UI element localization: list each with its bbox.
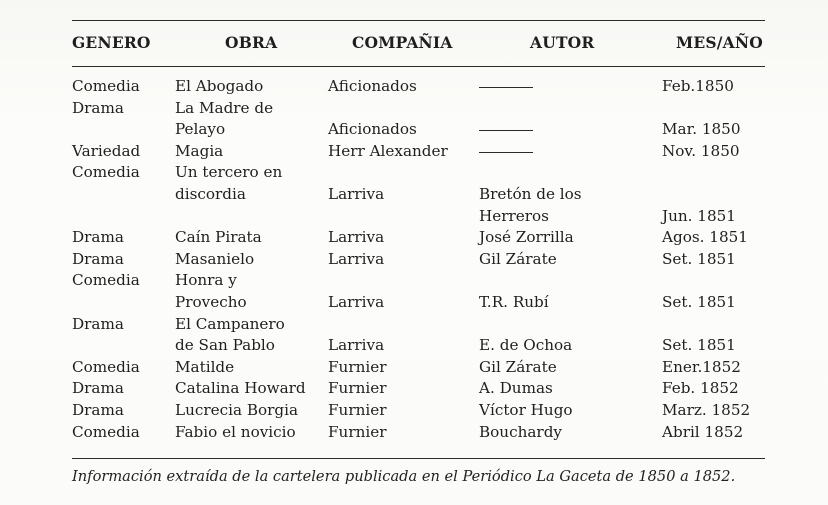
cell-autor-dash (479, 87, 533, 88)
cell-fecha: Set. 1851 (662, 249, 736, 268)
cell-autor: T.R. Rubí (479, 293, 549, 311)
cell-genero: Comedia (72, 422, 140, 441)
cell-compania: Larriva (328, 185, 385, 203)
table-header-rule (72, 66, 765, 67)
cell-autor: E. de Ochoa (479, 336, 573, 355)
cell-obra: El Abogado (175, 77, 264, 95)
cell-fecha: Jun. 1851 (662, 206, 736, 225)
cell-autor: José Zorrilla (479, 228, 574, 247)
cell-fecha: Feb.1850 (662, 77, 734, 95)
header-obra: OBRA (225, 33, 278, 52)
cell-fecha: Set. 1851 (662, 336, 736, 355)
cell-autor-dash (479, 130, 533, 131)
table-top-rule (72, 20, 765, 21)
cell-fecha: Feb. 1852 (662, 379, 739, 398)
footnote: Información extraída de la cartelera publicada en el Periódico La Gaceta de 1850 a 1852. (72, 468, 736, 485)
header-compania: COMPAÑIA (352, 33, 453, 52)
cell-autor: Bouchardy (479, 422, 562, 441)
header-genero: GENERO (72, 33, 151, 52)
cell-autor-dash (479, 152, 533, 153)
cell-genero: Drama (72, 314, 124, 333)
cell-obra: de San Pablo (175, 336, 275, 355)
cell-genero: Variedad (72, 141, 141, 160)
cell-autor: Bretón de los (479, 185, 582, 203)
cell-genero: Comedia (72, 357, 140, 376)
cell-compania: Furnier (328, 357, 387, 376)
header-autor: AUTOR (530, 33, 595, 52)
cell-fecha: Nov. 1850 (662, 141, 740, 160)
cell-genero: Drama (72, 249, 124, 268)
cell-obra: Lucrecia Borgia (175, 401, 299, 419)
cell-obra: Masanielo (175, 249, 255, 268)
cell-obra: Matilde (175, 357, 235, 376)
cell-obra: Honra y (175, 271, 237, 290)
cell-compania: Furnier (328, 379, 387, 398)
cell-autor: Víctor Hugo (479, 401, 573, 419)
cell-obra: La Madre de (175, 98, 274, 117)
cell-compania: Larriva (328, 336, 385, 355)
cell-obra: Caín Pirata (175, 228, 262, 247)
table-bottom-rule (72, 458, 765, 459)
cell-fecha: Ener.1852 (662, 357, 741, 376)
cell-genero: Drama (72, 228, 124, 247)
header-mes-ano: MES/AÑO (676, 33, 763, 52)
cell-fecha: Set. 1851 (662, 293, 736, 311)
cell-compania: Aficionados (328, 120, 417, 139)
cell-obra: Magia (175, 141, 224, 160)
cell-fecha: Marz. 1852 (662, 401, 751, 419)
cell-genero: Comedia (72, 271, 140, 290)
cell-obra: Catalina Howard (175, 379, 306, 398)
cell-compania: Furnier (328, 401, 387, 419)
cell-autor: Gil Zárate (479, 357, 557, 376)
cell-genero: Drama (72, 401, 124, 419)
cell-genero: Drama (72, 379, 124, 398)
cell-obra: Fabio el novicio (175, 422, 296, 441)
cell-fecha: Agos. 1851 (662, 228, 748, 247)
cell-compania: Larriva (328, 228, 385, 247)
cell-fecha: Mar. 1850 (662, 120, 741, 139)
cell-compania: Larriva (328, 249, 385, 268)
cell-fecha: Abril 1852 (662, 422, 744, 441)
cell-compania: Larriva (328, 293, 385, 311)
cell-autor: Herreros (479, 206, 549, 225)
cell-obra: Un tercero en (175, 163, 283, 182)
cell-genero: Drama (72, 98, 124, 117)
cell-autor: Gil Zárate (479, 249, 557, 268)
cell-obra: Pelayo (175, 120, 226, 139)
cell-genero: Comedia (72, 163, 140, 182)
cell-compania: Herr Alexander (328, 141, 448, 160)
cell-obra: Provecho (175, 293, 247, 311)
cell-compania: Aficionados (328, 77, 417, 95)
cell-obra: El Campanero (175, 314, 285, 333)
cell-compania: Furnier (328, 422, 387, 441)
cell-autor: A. Dumas (479, 379, 553, 398)
cell-obra: discordia (175, 185, 246, 203)
cell-genero: Comedia (72, 77, 140, 95)
